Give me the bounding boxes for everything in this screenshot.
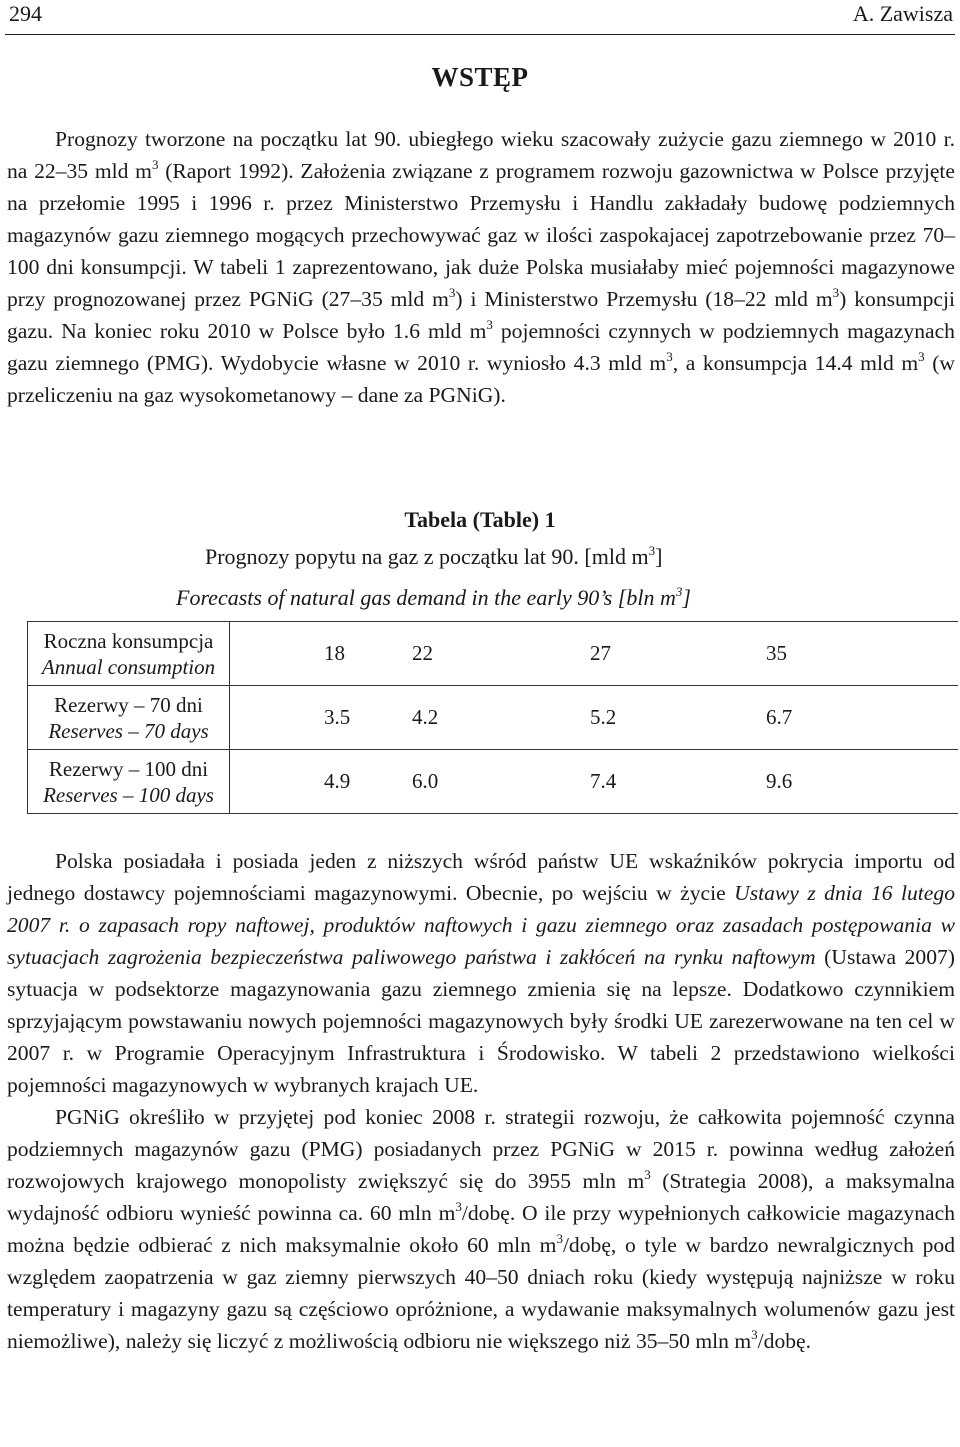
row-label: Rezerwy – 100 dni Reserves – 100 days bbox=[28, 750, 230, 814]
table-cell: 5.2 bbox=[590, 686, 766, 750]
intro-paragraph: Prognozy tworzone na początku lat 90. ubiegłego wieku szacowały zużycie gazu ziemnego w 2010 r. na 22–35 mld $m^3$ (Raport 1992). Założenia związane z programem rozwoju gazownictwa w Polsce przyjęte na przełomie 1995 i 1996 r. przez Ministerstwo Przemysłu i Handlu zakładały budowę podziemnych magazynów gazu ziemnego mogących przechowywać gaz w ilości zaspokajacej zapotrzebowanie przez 70–100 dni konsumpcji. W tabeli 1 zaprezentowano, jak duże Polska musiałaby mieć pojemności magazynowe przy prognozowanej przez PGNiG (27–35 mld $m^3$) i Ministerstwo Przemysłu (18–22 mld $m^3$) konsumpcji gazu. Na koniec roku 2010 w Polsce było 1.6 mld $m^3$ pojemności czynnych w podziemnych magazynach gazu ziemnego (PMG). Wydobycie własne w 2010 r. wyniosło 4.3 mld $m^3$, a konsumpcja 14.4 mld $m^3$ (w przeliczeniu na gaz wysokometanowy – dane za PGNiG). bbox=[7, 127, 956, 407]
table-row bbox=[28, 750, 959, 814]
row-label: Rezerwy – 70 dni Reserves – 70 days bbox=[28, 686, 230, 750]
paragraph-pgnig-strategy: PGNiG określiło w przyjętej pod koniec 2008 r. strategii rozwoju, że całkowita pojemność czynna podziemnych magazynów gazu (PMG) posiadanych przez PGNiG w 2015 r. powinna według założeń rozwojowych krajowego monopolisty zwiększyć się do 3955 mln $m^3$ (Strategia 2008), a maksymalna wydajność odbioru wynieść powinna ca. 60 mln $m^3$/dobę. O ile przy wypełnionych całkowicie magazynach można będzie odbierać z nich maksymalnie około 60 mln $m^3$/dobę, o tyle w bardzo newralgicznych pod względem zaopatrzenia w gaz ziemny pierwszych 40–50 dniach roku (kiedy występują najniższe w roku temperatury i magazyny gazu są częściowo opróżnione, a wydawanie maksymalnych wolumenów gazu jest niemożliwe), należy się liczyć z możliwością odbioru nie większego niż 35–50 mln $m^3$/dobę. bbox=[7, 1105, 955, 1353]
paragraph-storage-policy: Polska posiadała i posiada jeden z niższych wśród państw UE wskaźników pokrycia importu od jednego dostawcy pojemnościami magazynowymi. Obecnie, po wejściu w życie Ustawy z dnia 16 lutego 2007 r. o zapasach ropy naftowej, produktów naftowych i gazu ziemnego oraz zasadach postępowania w sytuacjach zagrożenia bezpieczeństwa paliwowego państwa i zakłóceń na rynku naftowym (Ustawa 2007) sytuacja w podsektorze magazynowania gazu ziemnego zmienia się na lepsze. Dodatkowo czynnikiem sprzyjającym powstawaniu nowych pojemności magazynowych były środki UE zarezerwowane na ten cel w 2007 r. w Programie Operacyjnym Infrastruktura i Środowisko. W tabeli 2 przedstawiono wielkości pojemności magazynowych w wybranych krajach UE. bbox=[7, 849, 955, 1097]
table-cell: 27 bbox=[590, 622, 766, 686]
section-title: WSTĘP bbox=[431, 62, 529, 92]
table-cell: 4.2 bbox=[412, 686, 590, 750]
table-cell: 3.5 bbox=[230, 686, 413, 750]
table-cell: 7.4 bbox=[590, 750, 766, 814]
table-cell: 9.6 bbox=[766, 750, 958, 814]
table-row bbox=[28, 686, 959, 750]
table-title-pl: Prognozy popytu na gaz z początku lat 90. [mld $m^3$] bbox=[205, 542, 663, 569]
running-head bbox=[5, 0, 955, 35]
data-table bbox=[27, 621, 958, 814]
page-number: 294 bbox=[9, 1, 42, 26]
table-caption: Tabela (Table) 1 bbox=[404, 507, 556, 532]
running-head-author: A. Zawisza bbox=[852, 1, 953, 26]
body-text bbox=[7, 845, 955, 1357]
table-row bbox=[28, 622, 959, 686]
table-cell: 22 bbox=[412, 622, 590, 686]
table-title-en: Forecasts of natural gas demand in the early 90’s [bln $m^3$] bbox=[176, 583, 691, 610]
table-cell: 35 bbox=[766, 622, 958, 686]
table-cell: 4.9 bbox=[230, 750, 413, 814]
table-cell: 18 bbox=[230, 622, 413, 686]
table-cell: 6.0 bbox=[412, 750, 590, 814]
row-label: Roczna konsumpcja Annual consumption bbox=[28, 622, 230, 686]
table-cell: 6.7 bbox=[766, 686, 958, 750]
